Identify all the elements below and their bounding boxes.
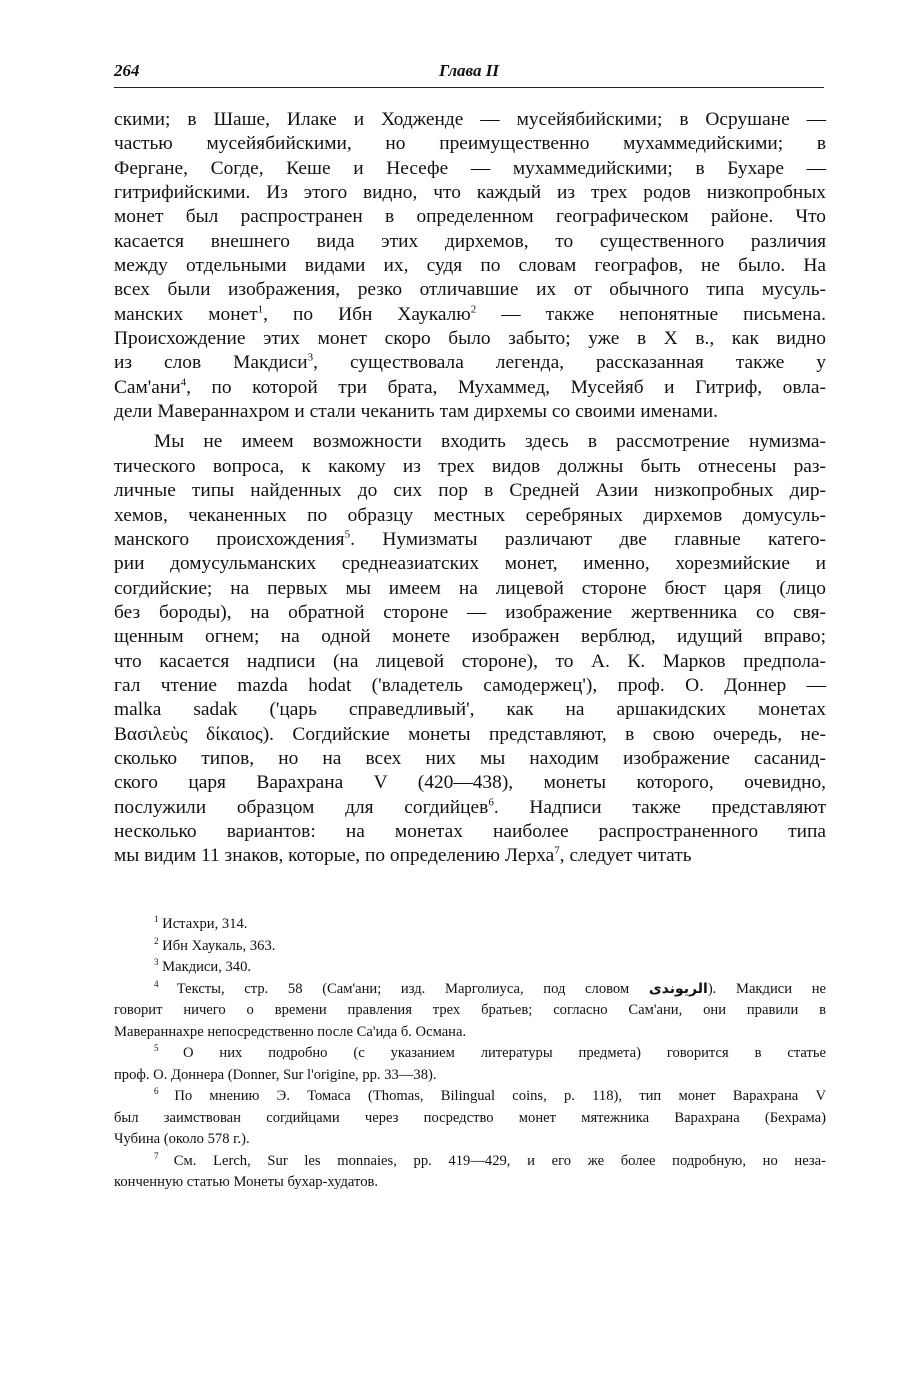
footnotes — [114, 914, 826, 1194]
footnote-ref: 1 — [257, 303, 264, 316]
footnote-ref: 6 — [488, 796, 494, 809]
footnote-3 — [114, 957, 826, 979]
footnote-line: Мавераннахре непосредственно после Са'ида б. Османа. — [114, 1023, 467, 1040]
text-line: между отдельными видами их, судя по словам географов, не было. На — [114, 255, 826, 277]
text-line: несколько вариантов: на монетах наиболее распространенного типа — [114, 820, 826, 842]
footnote-line: $^5$ О них подробно (с указанием литературы предмета) говорится в статье — [154, 1043, 826, 1061]
footnote-ref: 4 — [180, 376, 187, 389]
text-line: Βασιλεὺς δίκαιος). Согдийские монеты представляют, в свою очередь, не- — [114, 723, 826, 745]
footnote-line: проф. О. Доннера (Donner, Sur l'origine, pp. 33—38). — [114, 1066, 437, 1083]
text-line: личные типы найденных до сих пор в Средней Азии низкопробных дир- — [114, 480, 826, 502]
text-line: Фергане, Согде, Кеше и Несефе — мухаммедийскими; в Бухаре — — [114, 157, 826, 179]
footnote-ref: 2 — [470, 303, 477, 316]
text-line: хемов, чеканенных по образцу местных серебряных дирхемов домусуль- — [114, 504, 826, 526]
page-number: 264 — [114, 61, 140, 80]
footnote-7 — [114, 1151, 826, 1194]
text-line: скими; в Шаше, Илаке и Ходженде — мусейябийскими; в Осрушане — — [114, 109, 826, 130]
text-line: что касается надписи (на лицевой стороне), то А. К. Марков предпола- — [114, 650, 826, 672]
footnote-line: $^4$ Тексты, стр. 58 (Сам'ани; изд. Марголиуса, под словом الريوندى). Макдиси не — [154, 978, 826, 997]
text-line: сколько типов, но на всех них мы находим изображение сасанид- — [114, 747, 826, 769]
text-line: без бороды), на обратной стороне — изображение жертвенника со свя- — [114, 601, 826, 623]
text-line: щенным огнем; на одной монете изображен верблюд, идущий вправо; — [114, 626, 826, 648]
running-title: Глава II — [438, 61, 500, 80]
text-line: дели Мавераннахром и стали чеканить там дирхемы со своими именами. — [114, 401, 719, 423]
running-header — [114, 58, 824, 88]
text-line: ского царя Варахрана V (420—438), монеты которого, очевидно, — [114, 772, 826, 794]
footnote-ref: 3 — [307, 351, 314, 364]
footnote-4 — [114, 979, 826, 1044]
text-line: согдийские; на первых мы имеем на лицевой стороне бюст царя (лицо — [114, 577, 826, 599]
footnote-text: Макдиси, 340. — [158, 959, 252, 975]
text-line: монет был распространен в определенном географическом районе. Что — [114, 206, 826, 228]
footnote-line: говорит ничего о времени правления трех братьев; согласно Сам'ани, они правили в — [114, 1002, 826, 1018]
text-line: Происхождение этих монет скоро было забыто; уже в X в., как видно — [114, 328, 826, 350]
text-line: касается внешнего вида этих дирхемов, то существенного различия — [114, 230, 826, 252]
text-line: Сам'ани$^4$, по которой три брата, Мухаммед, Мусейяб и Гитриф, овла- — [114, 376, 826, 398]
footnote-ref: 5 — [344, 528, 351, 541]
text-line: мы видим 11 знаков, которые, по определению Лерха$^7$, следует читать — [114, 844, 692, 867]
header-rule — [114, 87, 824, 88]
text-line: послужили образцом для согдийцев$^6$. Надписи также представляют — [114, 796, 826, 818]
footnote-line: $^6$ По мнению Э. Томаса (Thomas, Bilingual coins, p. 118), тип монет Варахрана V — [154, 1086, 827, 1104]
text-line: всех были изображения, резко отличавшие их от обычного типа мусуль- — [114, 279, 826, 301]
arabic-word: الريوندى — [648, 980, 708, 997]
text-line: манских монет$^1$, по Ибн Хаукалю$^2$ — также непонятные письмена. — [114, 303, 826, 325]
footnote-number: 6 — [154, 1086, 175, 1097]
footnote-1 — [114, 914, 826, 936]
footnote-line: Чубина (около 578 г.). — [114, 1131, 250, 1147]
text-line: рии домусульманских среднеазиатских монет, именно, хорезмийские и — [114, 553, 826, 575]
text-line: тического вопроса, к какому из трех видов должны быть отнесены раз- — [114, 455, 826, 477]
text-line: манского происхождения$^5$. Нумизматы различают две главные катего- — [114, 528, 826, 550]
footnote-number: 7 — [154, 1150, 174, 1161]
text-line: гал чтение mazda hodat ('владетель самодержец'), проф. О. Доннер — — [114, 674, 826, 696]
footnote-number: 4 — [154, 978, 177, 989]
footnote-5 — [114, 1043, 826, 1086]
footnote-text: Ибн Хаукаль, 363. — [158, 937, 276, 954]
footnote-2 — [114, 936, 826, 958]
footnote-number: 2 — [154, 935, 159, 946]
paragraph-1 — [114, 108, 826, 424]
text-line: Мы не имеем возможности входить здесь в рассмотрение нумизма- — [154, 431, 826, 453]
footnote-line: конченную статью Монеты бухар-худатов. — [114, 1174, 379, 1190]
main-text — [114, 108, 826, 869]
text-line: malka sadak ('царь справедливый', как на аршакидских монетах — [114, 699, 826, 721]
footnote-number: 5 — [154, 1043, 183, 1054]
footnote-number: 3 — [154, 957, 159, 968]
paragraph-2 — [114, 430, 826, 868]
footnote-6 — [114, 1086, 826, 1151]
footnote-number: 1 — [154, 914, 159, 925]
text-line: частью мусейябийскими, но преимущественно мухаммедийскими; в — [114, 133, 826, 155]
footnote-text: Истахри, 314. — [158, 916, 248, 932]
footnote-line: $^7$ См. Lerch, Sur les monnaies, pp. 419—429, и его же более подробную, но неза- — [154, 1150, 826, 1169]
text-line: гитрифийскими. Из этого видно, что каждый из трех родов низкопробных — [114, 182, 826, 204]
footnote-line: был заимствован согдийцами через посредство монет мятежника Варахрана (Бехрама) — [114, 1109, 826, 1126]
text-line: из слов Макдиси$^3$, существовала легенда, рассказанная также у — [114, 351, 826, 374]
footnote-ref: 7 — [554, 844, 560, 857]
